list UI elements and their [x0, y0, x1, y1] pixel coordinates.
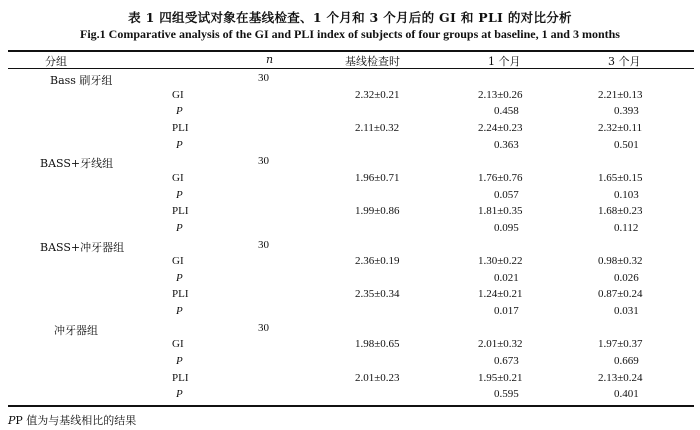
cell-month3: 0.393: [614, 105, 639, 118]
cell-month3: 0.112: [614, 221, 639, 234]
cell-month3: 0.501: [614, 138, 639, 151]
cell-baseline: 1.99±0.86: [355, 205, 400, 218]
group-name: 冲牙器组: [54, 323, 98, 337]
row-label: PLI: [172, 288, 189, 301]
cell-month1: 0.673: [494, 355, 519, 368]
row-label: PLI: [172, 205, 189, 218]
cell-month1: 0.017: [494, 305, 519, 318]
cell-month3: 2.32±0.11: [598, 121, 643, 134]
cell-month1: 1.81±0.35: [478, 205, 523, 218]
cell-month1: 1.30±0.22: [478, 255, 523, 268]
cell-month3: 0.026: [614, 271, 639, 284]
cell-baseline: 2.11±0.32: [355, 121, 400, 134]
cell-month1: 0.595: [494, 388, 519, 401]
row-label: P: [176, 388, 183, 401]
cell-month1: 0.363: [494, 138, 519, 151]
cell-month3: 1.97±0.37: [598, 338, 643, 351]
cell-baseline: 1.98±0.65: [355, 338, 400, 351]
cell-month3: 2.13±0.24: [598, 371, 643, 384]
row-label: GI: [172, 255, 184, 268]
cell-baseline: 2.35±0.34: [355, 288, 400, 301]
cell-month1: 0.021: [494, 271, 519, 284]
group-n: 30: [258, 155, 269, 168]
group-name: BASS+牙线组: [40, 157, 114, 171]
cell-month3: 1.68±0.23: [598, 205, 643, 218]
table-bottom-rule: [8, 405, 694, 407]
row-label: P: [176, 305, 183, 318]
row-label: GI: [172, 338, 184, 351]
cell-month1: 0.057: [494, 188, 519, 201]
row-label: PLI: [172, 371, 189, 384]
footnote-p-symbol: P: [8, 414, 16, 427]
row-label: P: [176, 188, 183, 201]
cell-month3: 0.031: [614, 305, 639, 318]
cell-month1: 2.24±0.23: [478, 121, 523, 134]
header-n: n: [266, 53, 274, 66]
row-label: P: [176, 355, 183, 368]
cell-month1: 0.095: [494, 221, 519, 234]
row-label: P: [176, 138, 183, 151]
group-n: 30: [258, 321, 269, 334]
cell-month1: 2.01±0.32: [478, 338, 523, 351]
cell-month3: 1.65±0.15: [598, 171, 643, 184]
footnote-text: P 值为与基线相比的结果: [15, 414, 137, 427]
cell-month3: 0.87±0.24: [598, 288, 643, 301]
group-n: 30: [258, 72, 269, 84]
row-label: GI: [172, 88, 184, 101]
cell-month3: 2.21±0.13: [598, 88, 643, 101]
row-label: PLI: [172, 121, 189, 134]
group-name: Bass 刷牙组: [50, 74, 113, 87]
table-top-rule: [8, 50, 694, 52]
cell-baseline: 1.96±0.71: [355, 171, 400, 184]
table-caption-chinese: 表 1 四组受试对象在基线检查、1 个月和 3 个月后的 GI 和 PLI 的对比分析: [128, 10, 572, 25]
header-group: 分组: [45, 55, 67, 68]
table-footnote: [8, 412, 136, 428]
header-month3: 3 个月: [608, 55, 641, 68]
cell-month1: 0.458: [494, 105, 519, 118]
cell-month1: 1.76±0.76: [478, 171, 523, 184]
group-n: 30: [258, 238, 269, 251]
cell-baseline: 2.32±0.21: [355, 88, 400, 101]
header-baseline: 基线检查时: [345, 55, 400, 68]
cell-baseline: 2.36±0.19: [355, 255, 400, 268]
cell-baseline: 2.01±0.23: [355, 371, 400, 384]
table-caption-english: Fig.1 Comparative analysis of the GI and PLI index of subjects of four groups at baseline, 1 and 3 months: [80, 27, 620, 41]
cell-month3: 0.401: [614, 388, 639, 401]
row-label: P: [176, 105, 183, 118]
table-header-rule: [8, 68, 694, 69]
row-label: P: [176, 271, 183, 284]
cell-month3: 0.103: [614, 188, 639, 201]
cell-month1: 1.95±0.21: [478, 371, 523, 384]
cell-month1: 2.13±0.26: [478, 88, 523, 101]
row-label: P: [176, 221, 183, 234]
cell-month1: 1.24±0.21: [478, 288, 523, 301]
cell-month3: 0.98±0.32: [598, 255, 643, 268]
cell-month3: 0.669: [614, 355, 639, 368]
row-label: GI: [172, 171, 184, 184]
header-month1: 1 个月: [488, 55, 521, 68]
group-name: BASS+冲牙器组: [40, 240, 125, 254]
